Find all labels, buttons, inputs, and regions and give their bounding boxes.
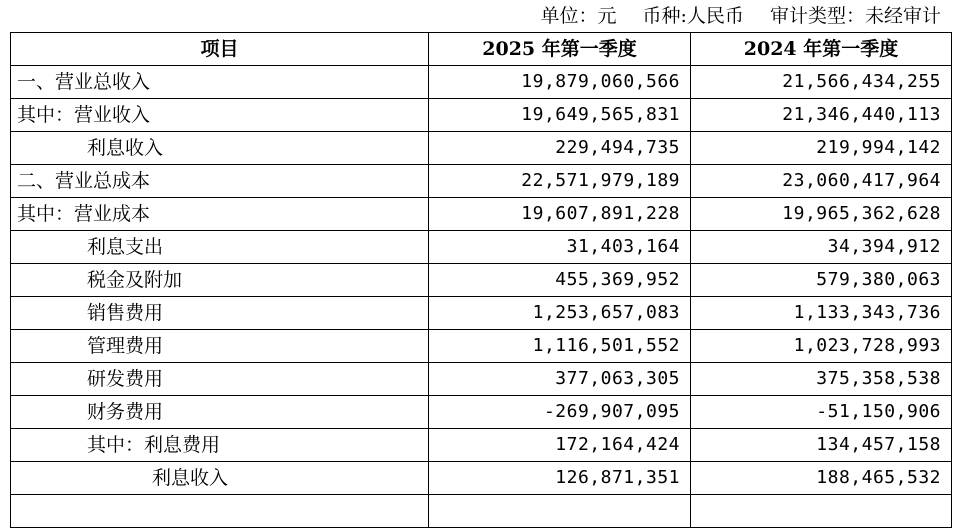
row-value-previous-period: 34,394,912 (691, 231, 952, 264)
row-value-previous-period: 23,060,417,964 (691, 165, 952, 198)
table-header-row (11, 33, 952, 66)
column-header-previous-period: 2024 年第一季度 (691, 33, 952, 66)
row-value-current-period (429, 495, 691, 528)
row-value-current-period: 31,403,164 (429, 231, 691, 264)
row-item-label: 利息支出 (11, 231, 429, 264)
table-row (11, 363, 952, 396)
table-row (11, 264, 952, 297)
column-header-current-period: 2025 年第一季度 (429, 33, 691, 66)
row-item-label: 利息收入 (11, 132, 429, 165)
row-item-label: 二、营业总成本 (11, 165, 429, 198)
table-row (11, 66, 952, 99)
row-value-current-period: 1,116,501,552 (429, 330, 691, 363)
row-value-current-period: 22,571,979,189 (429, 165, 691, 198)
table-row (11, 429, 952, 462)
row-value-current-period: 377,063,305 (429, 363, 691, 396)
table-row (11, 495, 952, 528)
table-row (11, 198, 952, 231)
row-item-label: 管理费用 (11, 330, 429, 363)
row-value-previous-period: -51,150,906 (691, 396, 952, 429)
table-row (11, 99, 952, 132)
unit-currency-audit-line (540, 4, 941, 28)
income-statement-table (10, 32, 952, 528)
row-value-current-period: 229,494,735 (429, 132, 691, 165)
row-value-current-period: 126,871,351 (429, 462, 691, 495)
row-value-current-period: -269,907,095 (429, 396, 691, 429)
row-item-label: 一、营业总收入 (11, 66, 429, 99)
row-item-label: 财务费用 (11, 396, 429, 429)
row-value-previous-period: 219,994,142 (691, 132, 952, 165)
table-row (11, 132, 952, 165)
row-value-previous-period: 134,457,158 (691, 429, 952, 462)
row-value-current-period: 172,164,424 (429, 429, 691, 462)
unit-label: 单位：元 (540, 5, 617, 27)
row-value-previous-period: 1,133,343,736 (691, 297, 952, 330)
table-row (11, 330, 952, 363)
row-item-label: 研发费用 (11, 363, 429, 396)
row-value-previous-period: 21,566,434,255 (691, 66, 952, 99)
row-value-current-period: 19,607,891,228 (429, 198, 691, 231)
row-value-previous-period: 21,346,440,113 (691, 99, 952, 132)
table-row (11, 297, 952, 330)
row-value-previous-period: 375,358,538 (691, 363, 952, 396)
row-value-previous-period (691, 495, 952, 528)
row-value-previous-period: 579,380,063 (691, 264, 952, 297)
row-item-label: 其中：营业收入 (11, 99, 429, 132)
currency-label: 币种:人民币 (642, 5, 744, 27)
row-item-label: 税金及附加 (11, 264, 429, 297)
row-value-current-period: 19,649,565,831 (429, 99, 691, 132)
row-item-label: 销售费用 (11, 297, 429, 330)
table-row (11, 462, 952, 495)
table-row (11, 231, 952, 264)
row-value-current-period: 19,879,060,566 (429, 66, 691, 99)
table-row (11, 396, 952, 429)
row-item-label: 利息收入 (11, 462, 429, 495)
row-value-previous-period: 1,023,728,993 (691, 330, 952, 363)
row-item-label: 其中：利息费用 (11, 429, 429, 462)
row-value-previous-period: 19,965,362,628 (691, 198, 952, 231)
row-value-previous-period: 188,465,532 (691, 462, 952, 495)
audit-type-label: 审计类型：未经审计 (769, 5, 941, 27)
row-value-current-period: 455,369,952 (429, 264, 691, 297)
row-item-label: 其中：营业成本 (11, 198, 429, 231)
row-item-label (11, 495, 429, 528)
table-row (11, 165, 952, 198)
column-header-item: 项目 (11, 33, 429, 66)
row-value-current-period: 1,253,657,083 (429, 297, 691, 330)
